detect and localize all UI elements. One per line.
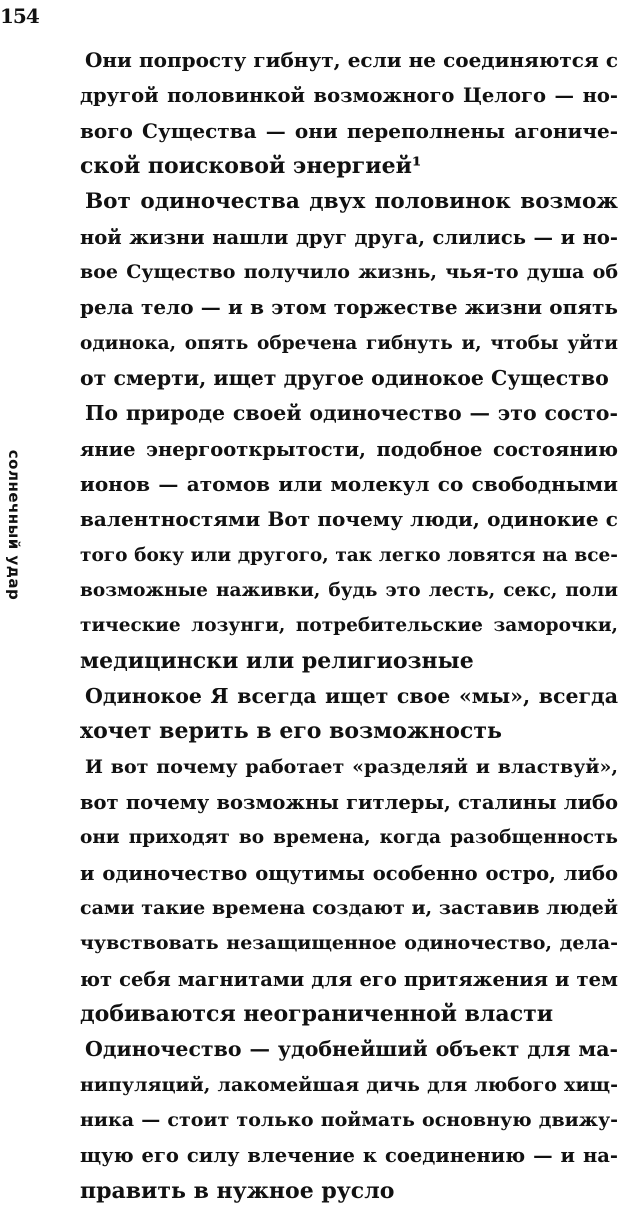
text-line: По природе своей одиночество — это состо- — [85, 401, 618, 426]
text-line: вое Существо получило жизнь, чья-то душа об — [80, 260, 618, 283]
page-number: 154 — [0, 4, 39, 28]
text-line: сами такие времена создают и, заставив людей — [80, 896, 618, 919]
text-line: ионов — атомов или молекул со свободными — [80, 471, 618, 496]
text-line: медицински или религиозные — [80, 647, 474, 674]
body-text — [80, 43, 618, 1209]
text-line: и одиночество ощутимы особенно остро, либо — [80, 861, 618, 885]
text-line: возможные наживки, будь это лесть, секс, поли — [80, 579, 618, 601]
text-line: И вот почему работает «разделяй и властвуй», — [85, 755, 618, 778]
text-line: того боку или другого, так легко ловятся на все- — [80, 544, 618, 566]
text-line: править в нужное русло — [80, 1177, 395, 1204]
text-line: одинока, опять обречена гибнуть и, чтобы уйти — [80, 332, 618, 354]
text-line: от смерти, ищет другое одинокое Существо — [80, 365, 609, 390]
text-line: Вот одиночества двух половинок возмож — [85, 189, 618, 215]
text-line: рела тело — и в этом торжестве жизни опять — [80, 295, 618, 320]
text-line: нипуляций, лакомейшая дичь для любого хищ- — [80, 1073, 618, 1096]
text-line: хочет верить в его возможность — [80, 718, 502, 745]
text-line: тические лозунги, потребительские заморочки, — [80, 615, 618, 637]
text-line: вого Существа — они переполнены агониче- — [80, 118, 618, 143]
text-line: чувствовать незащищенное одиночество, дела- — [80, 932, 618, 955]
text-line: Они попросту гибнут, если не соединяются с — [85, 48, 618, 72]
text-line: яние энергооткрытости, подобное состоянию — [80, 437, 618, 461]
text-line: другой половинкой возможного Целого — но- — [80, 84, 618, 108]
running-head: солнечный удар — [5, 449, 23, 601]
text-line: ской поисковой энергией¹ — [80, 152, 422, 179]
text-line: добиваются неограниченной власти — [80, 1000, 554, 1027]
text-line: ника — стоит только поймать основную движу- — [80, 1108, 618, 1131]
text-line: ной жизни нашли друг друга, слились — и но- — [80, 225, 618, 249]
text-line: вот почему возможны гитлеры, сталины либо — [80, 790, 618, 814]
text-line: валентностями Вот почему люди, одинокие с — [80, 507, 618, 532]
text-line: щую его силу влечение к соединению — и на- — [80, 1144, 618, 1168]
text-line: Одиночество — удобнейший объект для ма- — [85, 1037, 618, 1062]
text-line: ют себя магнитами для его притяжения и тем — [80, 967, 618, 991]
text-line: они приходят во времена, когда разобщенность — [80, 827, 618, 849]
text-line: Одинокое Я всегда ищет свое «мы», всегда — [85, 683, 618, 708]
